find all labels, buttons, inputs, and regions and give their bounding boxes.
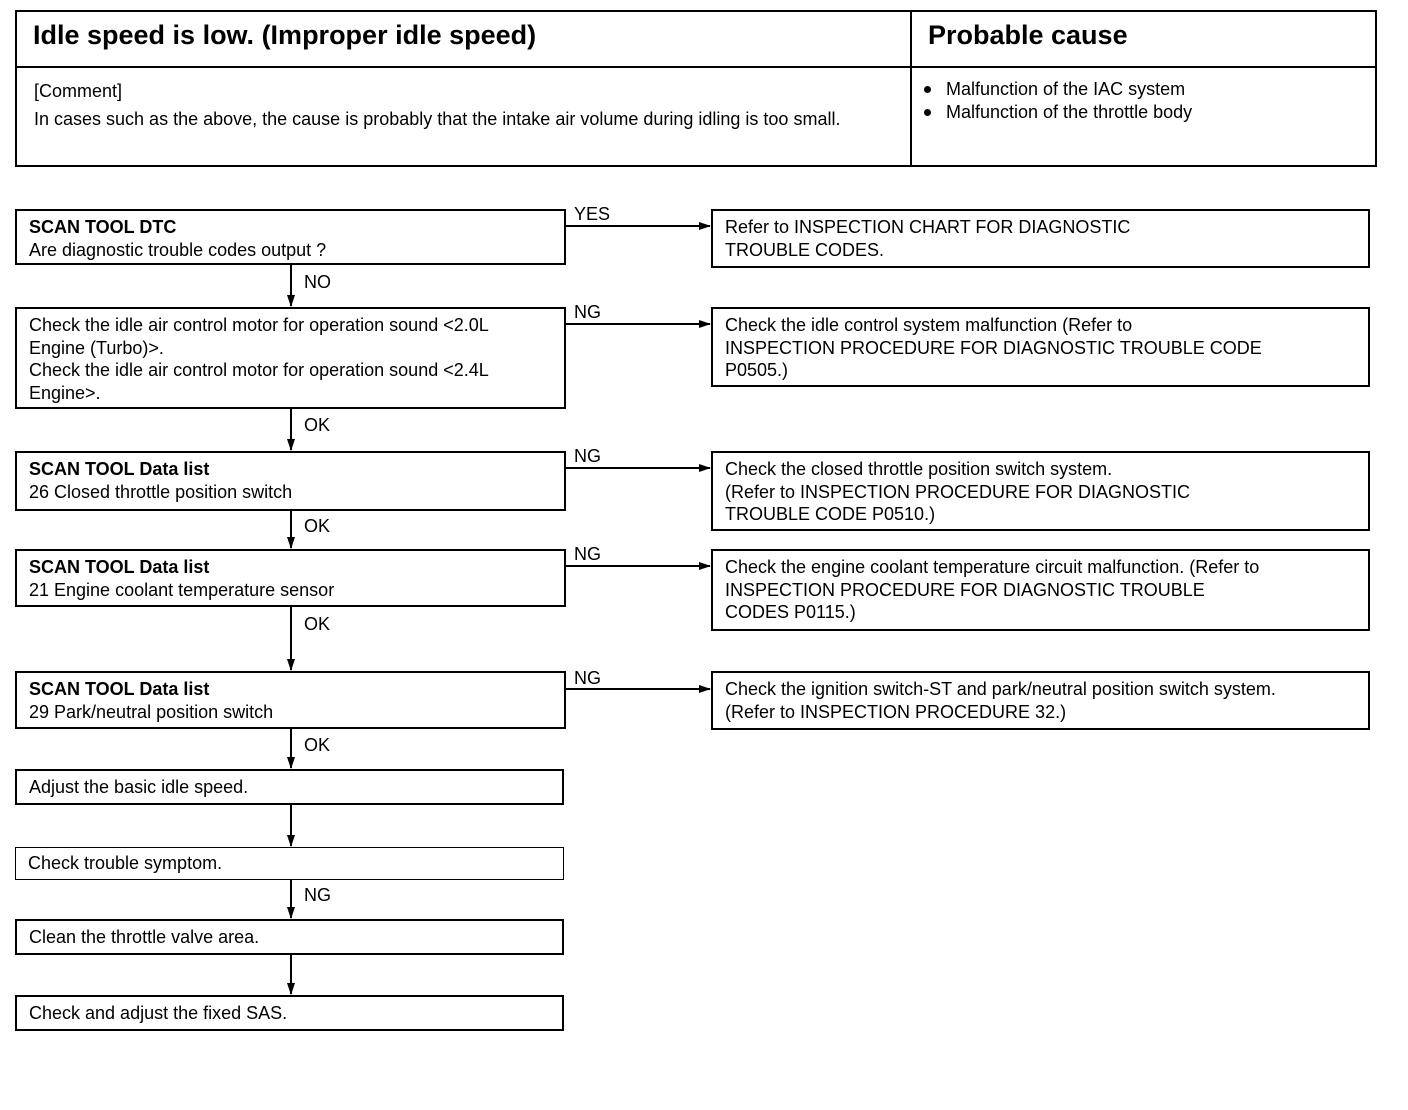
step-iac-motor-sound [15, 307, 566, 409]
step-adjust-fixed-sas [15, 995, 564, 1031]
step-text: 21 Engine coolant temperature sensor [29, 579, 335, 600]
step-data-list-21 [15, 549, 566, 607]
result-ignition-switch-st [711, 671, 1370, 730]
step-check-trouble-symptom [15, 847, 564, 880]
cause-item: Malfunction of the throttle body [914, 101, 1369, 124]
result-closed-throttle-switch [711, 451, 1370, 531]
step-text: Check trouble symptom. [28, 853, 223, 873]
step-text: Adjust the basic idle speed. [29, 777, 249, 797]
step-clean-throttle-valve [15, 919, 564, 955]
result-text: Check the ignition switch-ST and park/neutral position switch system. (Refer to INSPECTION PROCEDURE 32.) [725, 679, 1276, 722]
branch-label-ng: NG [574, 668, 601, 688]
step-text: 29 Park/neutral position switch [29, 701, 274, 722]
step-text: Check the idle air control motor for operation sound <2.0L Engine (Turbo)>. Check the idle air control motor for operation sound <2.4L Engine>. [29, 315, 489, 403]
result-text: Check the closed throttle position switch system. (Refer to INSPECTION PROCEDURE FOR DIAGNOSTIC TROUBLE CODE P0510.) [725, 459, 1191, 524]
branch-label-yes: YES [574, 204, 611, 224]
step-title: SCAN TOOL Data list [29, 459, 210, 479]
branch-label-ng: NG [574, 446, 601, 466]
result-text: Refer to INSPECTION CHART FOR DIAGNOSTIC TROUBLE CODES. [725, 217, 1131, 260]
step-title: SCAN TOOL Data list [29, 679, 210, 699]
down-label-ok: OK [304, 735, 331, 755]
result-idle-control-system [711, 307, 1370, 387]
step-data-list-29 [15, 671, 566, 729]
step-text: Are diagnostic trouble codes output ? [29, 239, 327, 260]
step-title: SCAN TOOL DTC [29, 217, 177, 237]
result-text: Check the engine coolant temperature circuit malfunction. (Refer to INSPECTION PROCEDURE FOR DIAGNOSTIC TROUBLE CODES P0115.) [725, 557, 1260, 622]
down-label-ng: NG [304, 885, 331, 905]
step-scan-tool-dtc [15, 209, 566, 265]
cause-item: Malfunction of the IAC system [914, 78, 1369, 101]
result-inspection-chart [711, 209, 1370, 268]
comment-label: [Comment] [34, 81, 123, 101]
probable-cause-title: Probable cause [928, 20, 1128, 50]
page-title: Idle speed is low. (Improper idle speed) [33, 20, 537, 50]
step-text: Check and adjust the fixed SAS. [29, 1003, 288, 1023]
down-label-ok: OK [304, 516, 331, 536]
branch-label-ng: NG [574, 302, 601, 322]
result-coolant-temp-circuit [711, 549, 1370, 631]
step-text: Clean the throttle valve area. [29, 927, 260, 947]
step-data-list-26 [15, 451, 566, 511]
step-text: 26 Closed throttle position switch [29, 481, 293, 502]
down-label-no: NO [304, 272, 331, 292]
down-label-ok: OK [304, 415, 331, 435]
result-text: Check the idle control system malfunction (Refer to INSPECTION PROCEDURE FOR DIAGNOSTIC TROUBLE CODE P0505.) [725, 315, 1262, 380]
branch-label-ng: NG [574, 544, 601, 564]
step-adjust-idle-speed [15, 769, 564, 805]
step-title: SCAN TOOL Data list [29, 557, 210, 577]
down-label-ok: OK [304, 614, 331, 634]
comment-text: In cases such as the above, the cause is probably that the intake air volume during idling is too small. [34, 109, 841, 129]
